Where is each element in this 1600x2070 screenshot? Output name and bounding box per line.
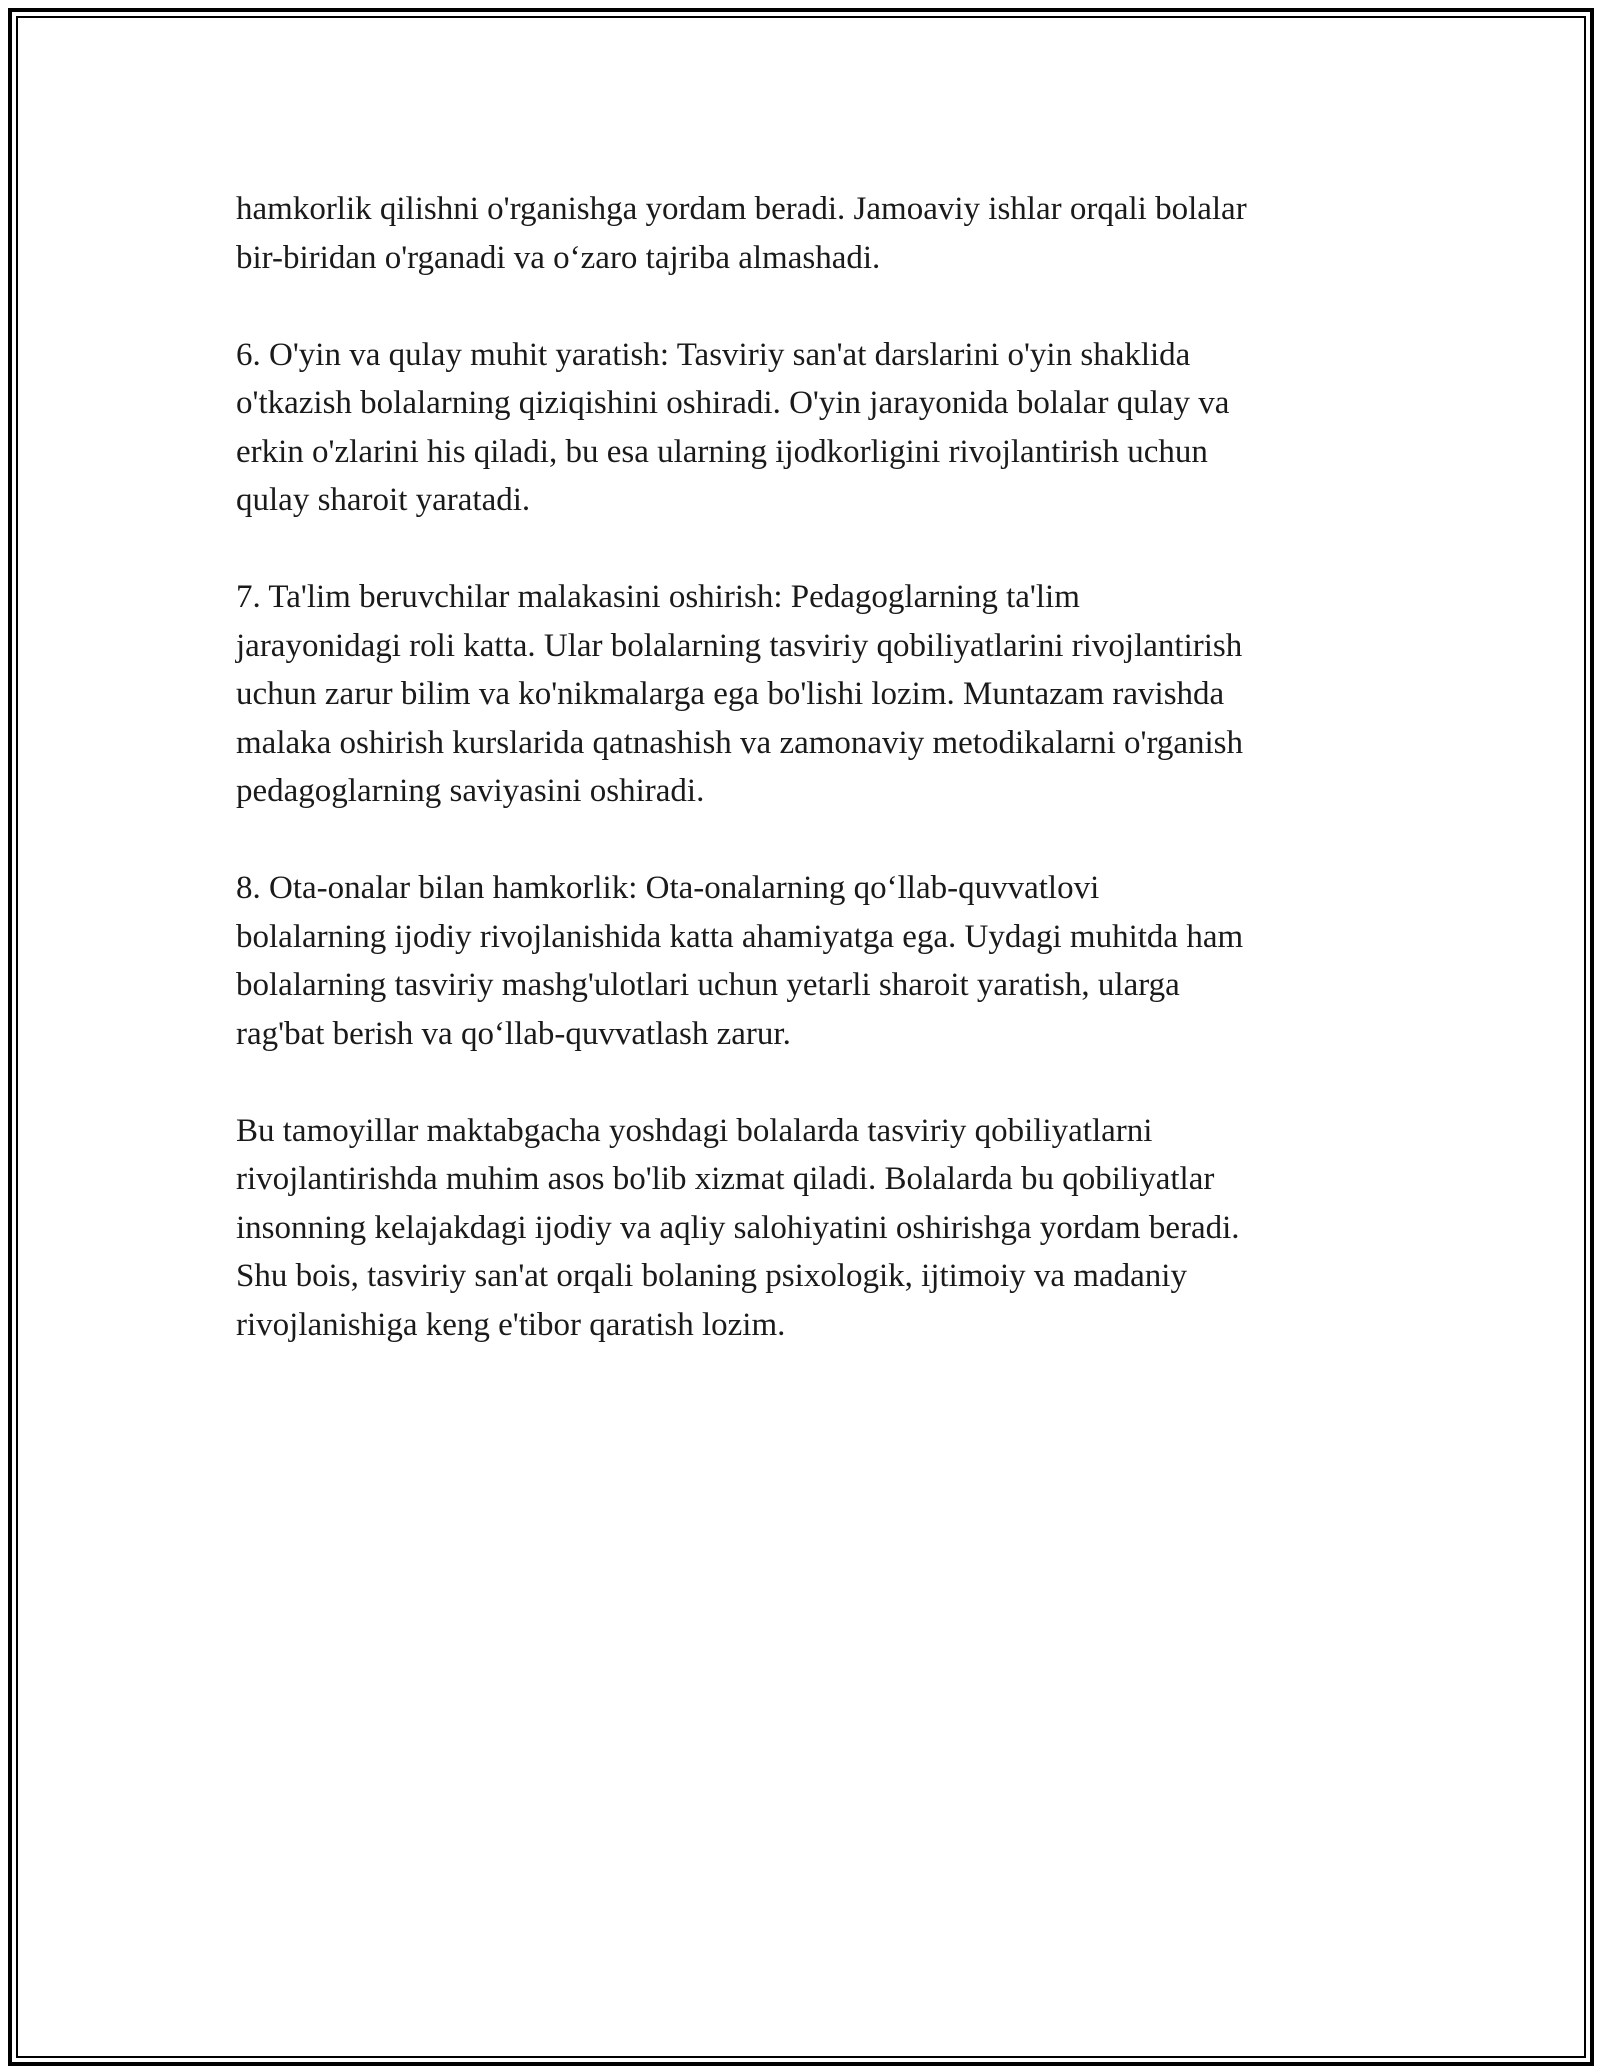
text-line: insonning kelajakdagi ijodiy va aqliy salohiyatini oshirishga yordam beradi. bbox=[236, 1209, 1240, 1246]
text-line: 7. Ta'lim beruvchilar malakasini oshirish: Pedagoglarning ta'lim bbox=[236, 579, 1080, 615]
text-line: Bu tamoyillar maktabgacha yoshdagi bolalarda tasviriy qobiliyatlarni bbox=[236, 1112, 1153, 1149]
text-line: jarayonidagi roli katta. Ular bolalarning tasviriy qobiliyatlarini rivojlantirish bbox=[236, 627, 1243, 664]
document-body bbox=[236, 185, 1386, 1398]
text-line: rivojlanishiga keng e'tibor qaratish lozim. bbox=[236, 1306, 786, 1343]
paragraph bbox=[236, 185, 1386, 282]
paragraph bbox=[236, 1107, 1386, 1350]
text-line: erkin o'zlarini his qiladi, bu esa ularning ijodkorligini rivojlantirish uchun bbox=[236, 433, 1208, 470]
text-line: rivojlantirishda muhim asos bo'lib xizmat qiladi. Bolalarda bu qobiliyatlar bbox=[236, 1161, 1215, 1197]
text-line: rag'bat berish va qo‘llab-quvvatlash zarur. bbox=[236, 1015, 791, 1052]
text-line: Shu bois, tasviriy san'at orqali bolaning psixologik, ijtimoiy va madaniy bbox=[236, 1258, 1187, 1294]
text-line: o'tkazish bolalarning qiziqishini oshiradi. O'yin jarayonida bolalar qulay va bbox=[236, 385, 1230, 421]
text-line: bolalarning ijodiy rivojlanishida katta ahamiyatga ega. Uydagi muhitda ham bbox=[236, 918, 1244, 955]
text-line: pedagoglarning saviyasini oshiradi. bbox=[236, 773, 705, 809]
text-line: uchun zarur bilim va ko'nikmalarga ega bo'lishi lozim. Muntazam ravishda bbox=[236, 676, 1225, 712]
text-line: malaka oshirish kurslarida qatnashish va zamonaviy metodikalarni o'rganish bbox=[236, 724, 1243, 761]
text-line: 8. Ota-onalar bilan hamkorlik: Ota-onalarning qo‘llab-quvvatlovi bbox=[236, 870, 1100, 906]
paragraph bbox=[236, 573, 1386, 816]
text-line: hamkorlik qilishni o'rganishga yordam beradi. Jamoaviy ishlar orqali bolalar bbox=[236, 191, 1247, 227]
paragraph bbox=[236, 331, 1386, 525]
paragraph bbox=[236, 864, 1386, 1058]
text-line: bolalarning tasviriy mashg'ulotlari uchun yetarli sharoit yaratish, ularga bbox=[236, 967, 1180, 1003]
text-line: qulay sharoit yaratadi. bbox=[236, 482, 531, 518]
text-line: 6. O'yin va qulay muhit yaratish: Tasviriy san'at darslarini o'yin shaklida bbox=[236, 336, 1191, 373]
text-line: bir-biridan o'rganadi va o‘zaro tajriba almashadi. bbox=[236, 239, 881, 276]
